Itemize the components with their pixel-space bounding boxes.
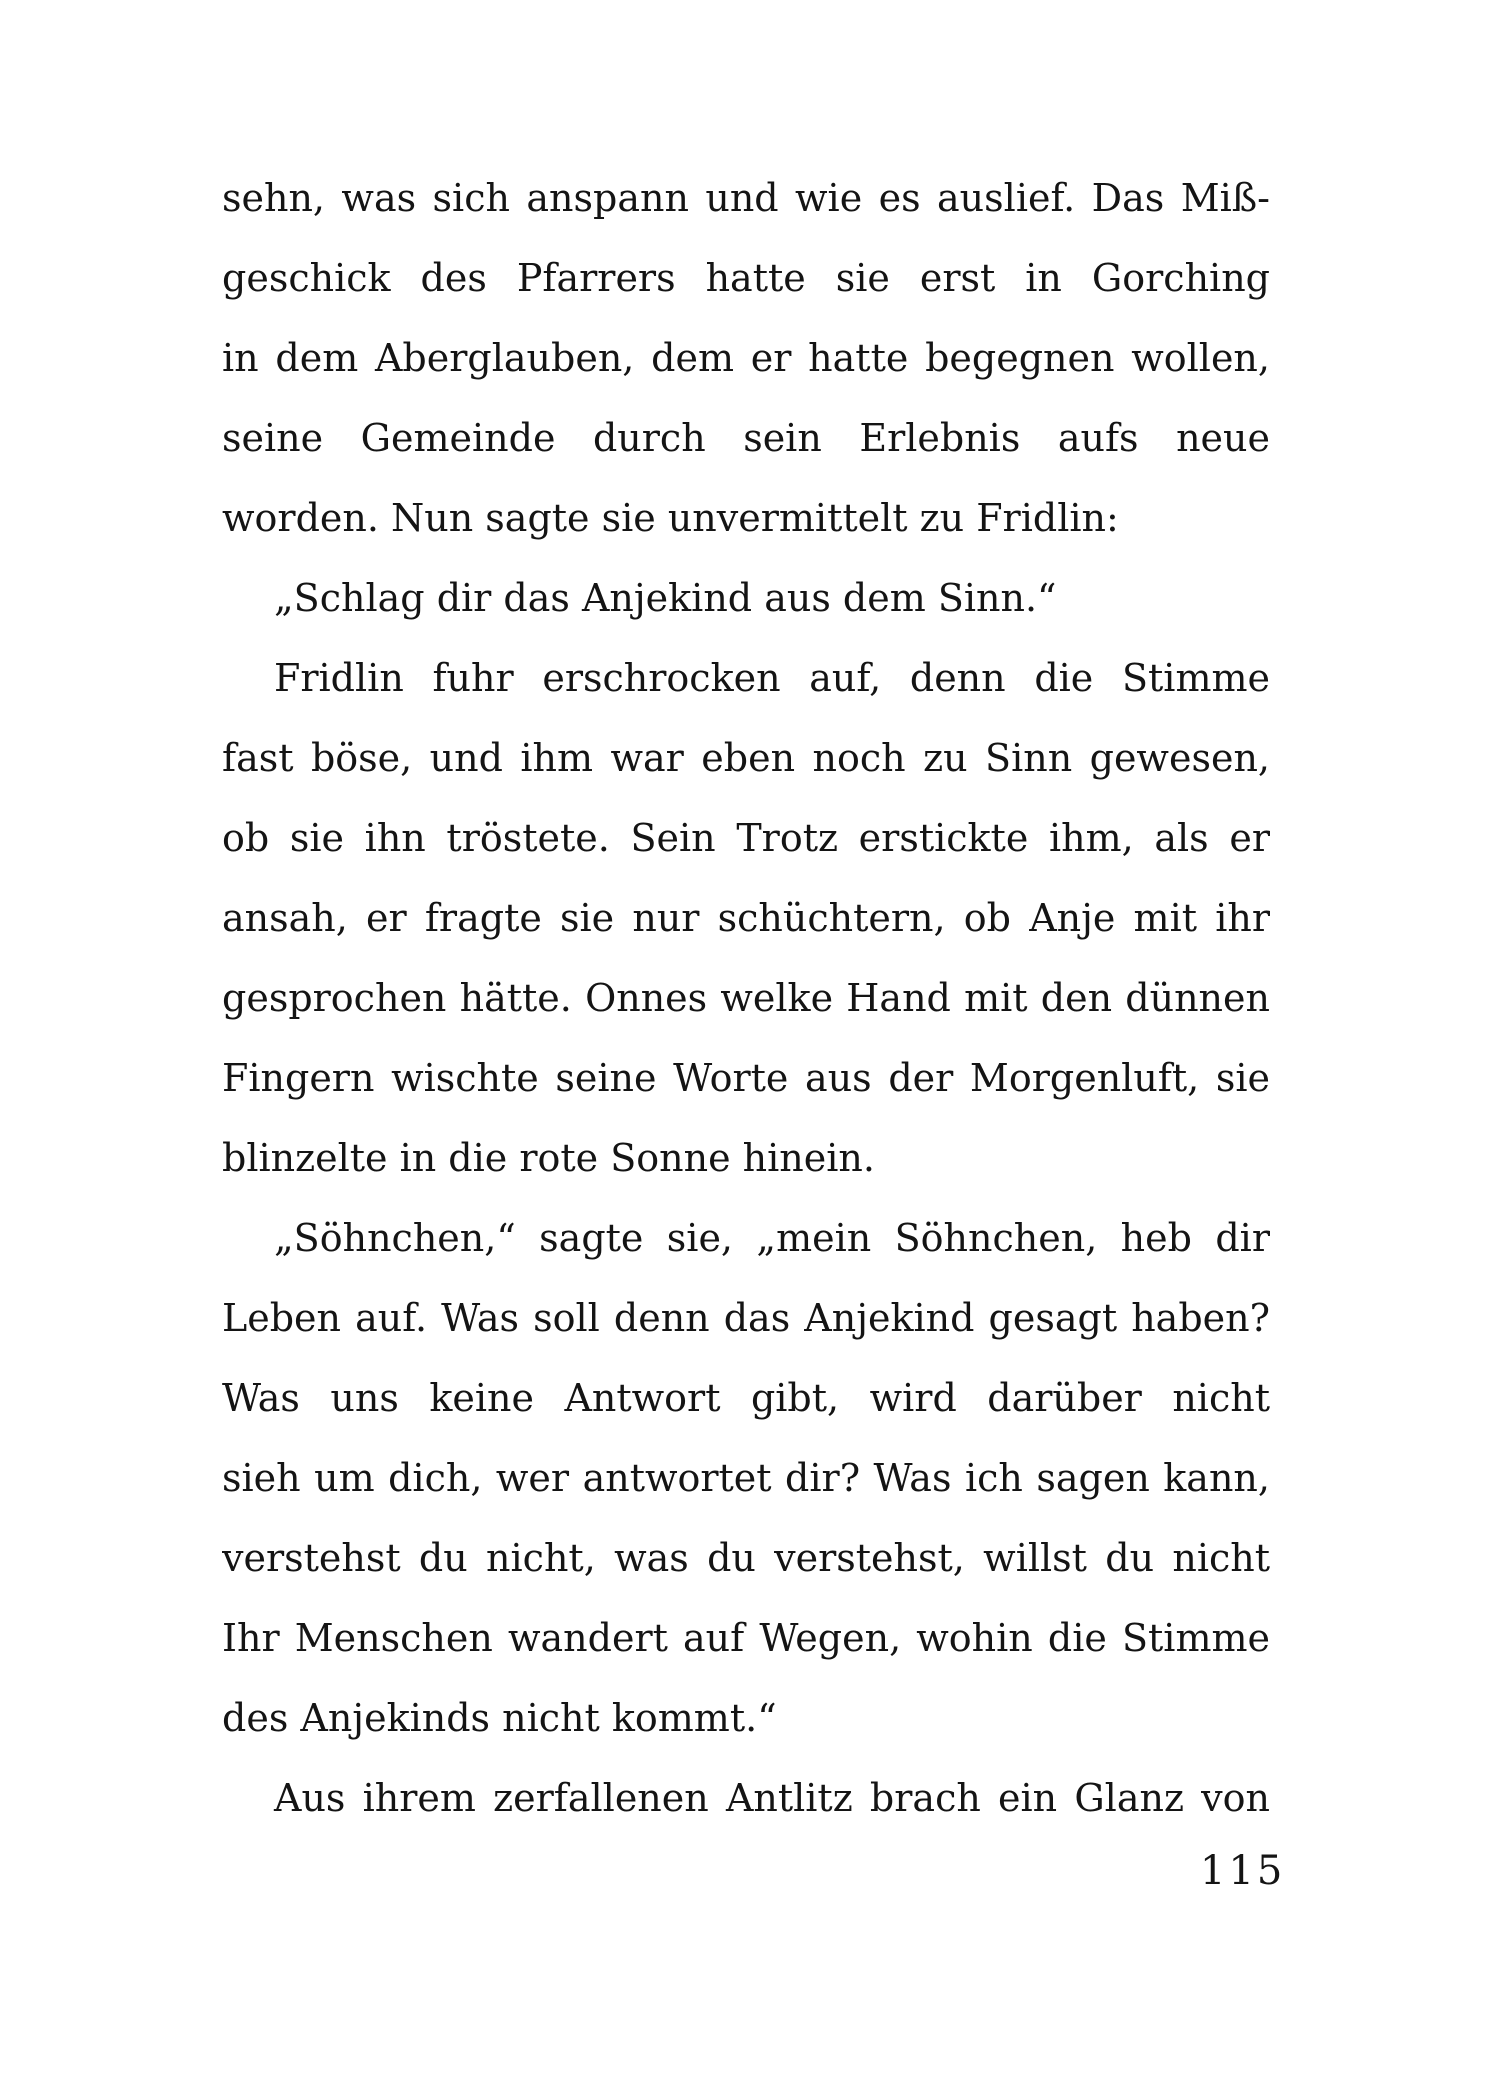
text-line-1: sehn, was sich anspann und wie es auslief. Das Miß- bbox=[222, 176, 1270, 220]
text-line-8: fast böse, und ihm war eben noch zu Sinn gewesen, bbox=[222, 736, 1270, 780]
text-line-20: des Anjekinds nicht kommt.“ bbox=[222, 1696, 777, 1740]
text-line-12: Fingern wischte seine Worte aus der Morgenluft, sie bbox=[222, 1056, 1270, 1100]
text-line-21: Aus ihrem zerfallenen Antlitz brach ein Glanz von bbox=[274, 1776, 1270, 1820]
text-line-17: sieh um dich, wer antwortet dir? Was ich sagen kann, bbox=[222, 1456, 1270, 1500]
text-line-14: „Söhnchen,“ sagte sie, „mein Söhnchen, heb dir bbox=[274, 1216, 1270, 1260]
text-line-7: Fridlin fuhr erschrocken auf, denn die Stimme bbox=[274, 656, 1270, 700]
text-line-11: gesprochen hätte. Onnes welke Hand mit den dünnen bbox=[222, 976, 1270, 1020]
text-line-19: Ihr Menschen wandert auf Wegen, wohin die Stimme bbox=[222, 1616, 1270, 1660]
page-number: 115 bbox=[1200, 1848, 1286, 1894]
text-line-3: in dem Aberglauben, dem er hatte begegnen wollen, bbox=[222, 336, 1270, 380]
text-line-5: worden. Nun sagte sie unvermittelt zu Fridlin: bbox=[222, 496, 1119, 540]
text-line-6: „Schlag dir das Anjekind aus dem Sinn.“ bbox=[274, 576, 1057, 620]
body-text bbox=[222, 158, 1270, 1838]
text-line-15: Leben auf. Was soll denn das Anjekind gesagt haben? bbox=[222, 1296, 1270, 1340]
text-line-2: geschick des Pfarrers hatte sie erst in Gorching bbox=[222, 256, 1270, 300]
text-line-4: seine Gemeinde durch sein Erlebnis aufs neue bbox=[222, 416, 1270, 460]
text-line-18: verstehst du nicht, was du verstehst, willst du nicht bbox=[222, 1536, 1270, 1580]
text-line-10: ansah, er fragte sie nur schüchtern, ob Anje mit ihr bbox=[222, 896, 1270, 940]
text-line-9: ob sie ihn tröstete. Sein Trotz erstickte ihm, als er bbox=[222, 816, 1270, 860]
text-line-13: blinzelte in die rote Sonne hinein. bbox=[222, 1136, 875, 1180]
text-line-16: Was uns keine Antwort gibt, wird darüber nicht bbox=[222, 1376, 1270, 1420]
